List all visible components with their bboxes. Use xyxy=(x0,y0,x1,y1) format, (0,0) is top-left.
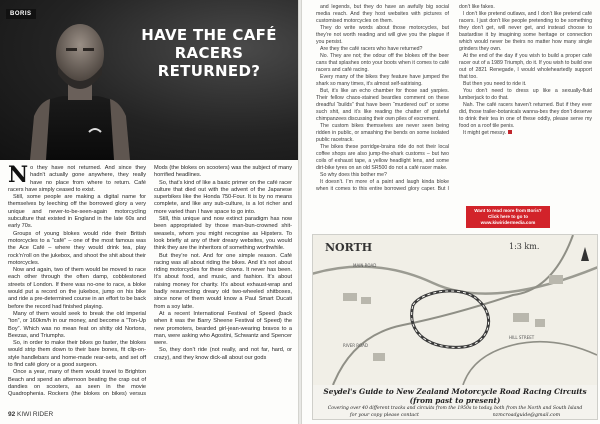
paragraph: Once a year, many of them would travel to Brighton Beach and spend an afternoon beating the crap out of dandies on scooters, as seen in the movie Quadrophenia. Rockers (the blokes on bikes) versus Mods (the blokes on scooters) was the subject of many horrified headlines. xyxy=(8,165,292,398)
map-scale-label: 1:3 km. xyxy=(509,242,540,251)
paragraph: So why does this bother me? xyxy=(320,172,387,178)
page-title: HAVE THE CAFÉ RACERS RETURNED? xyxy=(141,26,277,80)
map-road-label: HILL STREET xyxy=(509,335,535,340)
right-page xyxy=(302,0,600,424)
circuit-guide-advert xyxy=(312,234,598,420)
paragraph: Many of them would seek to break the old imperial “ton”, or 160km/h in our money, and become a “Ton-Up Boy”. Which was no mean feat on shitty old Nortons, Beezas, and Triumphs. xyxy=(8,310,146,339)
advert-email[interactable]: nzmcroadguide@gmail.com xyxy=(492,412,561,418)
advert-subtitle: Covering over 40 different tracks and circuits from the 1950s to today, both from the North and South Island xyxy=(327,406,583,411)
paragraph: So, that’s kind of like a basic primer on the café racer culture that died out with the advent of the Japanese superbikes like the Honda 750-Four. It is by no means complete, and like any sub-culture, is a lot richer and more varied than I have space to go into. xyxy=(154,179,292,215)
paragraph: Groups of young blokes would ride their British motorcycles to a “café” – one of the most famous was the Ace Café – where they would drink tea, play rock’n’roll on the jukebox, and shoot the shit about their motorcycles. xyxy=(8,230,146,266)
promo-link-text: Click here to go to www.kiwiridermedia.com xyxy=(480,214,536,225)
rider-portrait-image xyxy=(20,4,140,160)
paragraph: It doesn’t. I’m more of a paint and laugh kinda bloke when it comes to this entire borrowed glory caper. But I don’t like fakes. xyxy=(316,4,495,192)
paragraph: At a recent International Festival of Speed (back when it was the Barry Sheene Festival of Speed) the new promoters, bearded girl-jean-wearing bravos to a man, were asking who Agostini, Schwantz and Spencer were. xyxy=(154,310,292,347)
paragraph: Nah. The café racers haven’t returned. But if they ever did, those trailer-botanicals wanna-bes they don’t deserve to drink their tea in one of these oddly, please serve my food on a roof tile penis. xyxy=(459,102,592,129)
paragraph: It might get messy. xyxy=(459,130,592,137)
paragraph: You don’t need to dress up like a sexually-fluid lumberjack to do that. xyxy=(459,88,592,101)
article-body-right xyxy=(316,4,592,198)
paragraph: So, in order to make their bikes go faster, the blokes would strip them down to their bare bones, fit clip-on-style handlebars and home-made rear-sets, and set off to find café glory or a good surgeon. xyxy=(8,340,146,369)
article-body-left xyxy=(8,165,292,403)
paragraph: But they’re not. And for one simple reason. Café racing was all about riding the bikes. And it’s not about riding motorcycles for these clowns. It never has been. It’s about food, and music, and fashion. It’s about raising money for charity. It’s about exhaust-wrap and badly resurrecting dreary old two-wheeled shitboxes, since none of them would know a Paul Smart Ducati from a soy latte. xyxy=(154,252,292,310)
circuit-map-illustration xyxy=(313,235,597,385)
paragraph: But, it’s like an echo chamber for those sad yarpies. Their fellow chaos-stained beardies comment on these dreadful “builds” that have been “murdered out” or some such shit, and it’s like reading the chatter of grateful chimpanzees discussing their own piles of excrement. xyxy=(316,88,449,122)
paragraph: The bikes these porridge-brains ride do not their local coffee shops are also jump-the-shark customs – but two coils of exhaust tape, a yellow headlight lens, and some dirt-bike tyres on an old SR500 do not a café racer make. xyxy=(316,144,449,171)
advert-caption xyxy=(313,385,597,419)
magazine-name: KIWI RIDER xyxy=(17,411,54,418)
paragraph: I don’t like pretend outlaws, and I don’t like pretend café racers. I just don’t like people pretending to be something they don’t get, will never get, and instead choose to bastardise it by imagining some heritage or connection which would never be theirs no matter how many single grinders they own. xyxy=(459,11,592,52)
map-road-label: MAIN ROAD xyxy=(353,263,377,268)
section-label: BORIS xyxy=(6,9,36,19)
map-north-label: NORTH xyxy=(325,241,373,254)
paragraph: But then you need to ride it. xyxy=(463,81,527,87)
paragraph: They do write words about those motorcycles, but they’re not worth reading and will give you the plague if you persist. xyxy=(316,25,449,45)
read-more-link[interactable] xyxy=(466,206,550,228)
paragraph: Still, this unique and now extinct paradigm has now been appropriated by those man-bun-crowned shit-weasels, whom you might recognise as Hipsters. To look briefly at any of their dreary websites, you would think they are the inheritors of something worthwhile. xyxy=(154,216,292,252)
map-road-label: RIVER ROAD xyxy=(343,343,368,348)
hero-photo xyxy=(0,0,298,160)
page-folio xyxy=(8,411,53,418)
paragraph: and legends, but they do have an awfully big social media reach. And they host websites with pictures of customised motorcycles on them. xyxy=(316,4,449,24)
promo-line: Want to read more from Boris? xyxy=(474,208,542,213)
paragraph: No they have not returned. And since they hadn't actually gone anywhere, they really have no place from where to return. Café racers have simply ceased to exist. xyxy=(8,165,146,193)
drop-cap: N xyxy=(8,165,29,188)
advert-footer xyxy=(313,413,597,418)
paragraph: Now and again, two of them would be moved to race each other through the often damp, cobblestoned streets of London. If there was no-one to race, a bloke would put a record on the jukebox, jump on his bike and ride a pre-determined course in an effort to be back before the record had finished playing. xyxy=(8,267,146,310)
paragraph: No. They are not; the odour off the blokes off the beer cans that splashes onto your boots when it comes to café racers and café racing. xyxy=(316,53,449,73)
end-mark-icon xyxy=(508,130,512,134)
paragraph: At the end of the day if you wish to build a proper café racer out of a 1989 Triumph, do it. If you wish to build one out of 2821 Renegade, I would wholeheartedly support that too. xyxy=(459,53,592,80)
left-page xyxy=(0,0,298,424)
paragraph: Are they the café racers who have returned? xyxy=(320,46,423,52)
advert-contact-text: for your copy please contact xyxy=(349,412,419,418)
paragraph: Every many of the bikes they feature have jumped the shark so many times, it’s almost self-satirising. xyxy=(316,74,449,87)
page-number: 92 xyxy=(8,411,16,418)
paragraph: So, they don’t ride (not really, and not far, hard, or crazy), and they know dick-all about our gods xyxy=(154,347,292,361)
paragraph: The custom bikes themselves are never seen being ridden in public, or smashing the bends on some isolated public racetrack. xyxy=(316,123,449,143)
paragraph: Still, some people are making a digital name for themselves by leeching off the borrowed glory a very unique and never-to-be-seen-again motorcycling subculture that existed in England in the late 60s and early 70s. xyxy=(8,194,146,230)
advert-title: Seydel's Guide to New Zealand Motorcycle Road Racing Circuits (from past to present) xyxy=(323,387,587,405)
